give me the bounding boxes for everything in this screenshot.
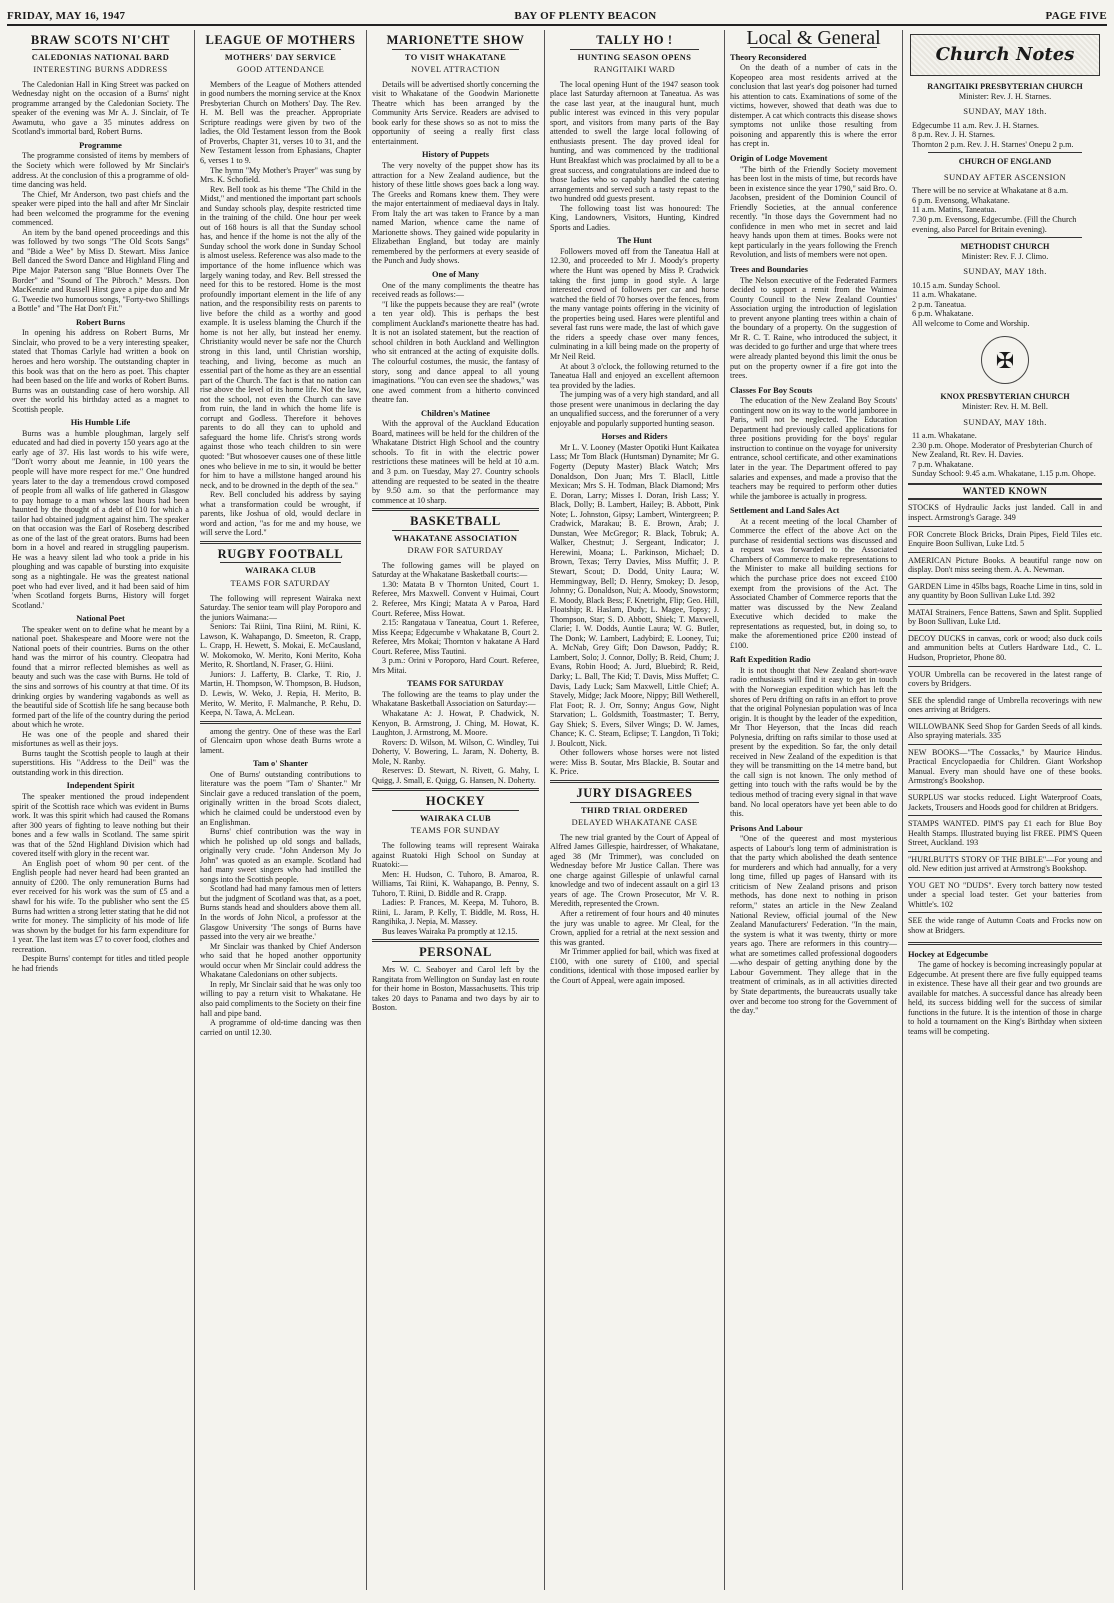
section-head: Horses and Riders: [601, 432, 668, 442]
paragraph: The speaker mentioned the proud independent spirit of the Scottish race which was evident in Burns work. It was this spirit which had caused the Romans after 300 years of fighting to leave nothing but their bones and a few walls in Scotland. The same spirit was that of the 52nd Highland Division which had covered itself with glory in the recent war.: [12, 792, 189, 859]
paragraph: Despite Burns' contempt for titles and titled people he had friends: [12, 954, 189, 973]
classified-ad: SURPLUS war stocks reduced. Light Waterproof Coats, Jackets, Trousers and Hoods good for children at Bridgers.: [908, 789, 1102, 815]
wanted-known-header: WANTED KNOWN: [908, 483, 1102, 500]
paragraph: One of the many compliments the theatre has received reads as follows:—: [372, 280, 539, 300]
church-crest-icon: ✠: [981, 336, 1029, 384]
section-head: Tam o' Shanter: [252, 759, 309, 769]
service-line: Sunday School: 9.45 a.m. Whakatane, 1.15 p.m. Ohope.: [912, 469, 1096, 479]
section-head: Trees and Boundaries: [730, 265, 808, 275]
paragraph: "One of the queerest and most mysterious aspects of Labour's long term of administration is that the party which abolished the death sentence for murderers and which had annually, for a very long time, filled up pages of Hansard with its criticism of New Zealand prisons and prison methods, has done next to nothing in prison reform," states an article in the New Zealand National Review, official journal of the New Zealand Manufacturers' Federation. "In the main, the system is what it was twenty, thirty or more years ago. There are reformers in this country—what are sometimes called professional dogooders—who despair of getting anything done by the Labour Government. They allege that in the treatment of criminals, as in all activities directed by State departments, the bureaucrats usually take over and become too strong for the Government of the day.": [730, 834, 897, 1016]
paragraph: A programme of old-time dancing was then carried on until 12.30.: [200, 1018, 361, 1037]
church-listing: [908, 392, 1102, 478]
classified-ad: YOUR Umbrella can be recovered in the latest range of covers by Bridgers.: [908, 666, 1102, 692]
paragraph: 2.15: Rangataua v Taneatua, Court 1. Referee, Miss Keepa; Edgecumbe v Whakatane B, Court 2. Referee, Mrs Mokai; Thornton v hakatane A Hard Court. Referee, Miss Tautini.: [372, 618, 539, 656]
column-5: [725, 30, 903, 1590]
paragraph: An item by the band opened proceedings and this was followed by two songs "The Old Scots Sangs" and "Bide a Wee" by Miss D. Stewart. Miss Janice Bell danced the Sword Dance and Highland Fling and Pipe Major Paterson sang "Blue Bonnets Over The Border" and "Sound of The Pibroch." Messrs. Don MacKenzie and Russell Hirst gave a pipe duo and Mr G. Tweedie two humorous songs, "Forty-two Shillings a Bottle" and "The Hat Don't Fit.": [12, 227, 189, 314]
service-line: 7 p.m. Whakatane.: [912, 459, 974, 469]
paragraph: The following will represent Wairaka next Saturday. The senior team will play Poroporo and the juniors Waimana:—: [200, 593, 361, 622]
paragraph: He was one of the people and shared their misfortunes as well as their joys.: [12, 729, 189, 749]
paragraph: Burns' chief contribution was the way in which he polished up old songs and ballads, originally very crude. "John Anderson My Jo John" was quoted as an example. Scotland had had many sweet singers who had instilled the songs into the Scottish people.: [200, 827, 361, 884]
paragraph: Mr Trimmer applied for bail, which was fixed at £100, with one surety of £100, and special conditions, identical with those imposed earlier by the Court of Appeal, were again imposed.: [550, 947, 719, 985]
headline-jury: JURY DISAGREES: [576, 786, 693, 801]
paragraph: The speaker went on to define what he meant by a national poet. Shakespeare and Moore were not the National poets of their countries. Burns on the other hand was the mirror of his country. Cleopatra had found that a mirror reflected blemishes as well as beauty and such was the case with Burns. He told of the sins and sorrows of his country at that time. Of its drinking orgies by wandering vagabonds as well as the beautiful side of Scottish life he sang because both formed part of the life of the country during the period about which he wrote.: [12, 624, 189, 730]
church-name: KNOX PRESBYTERIAN CHURCH: [940, 392, 1070, 402]
headline-rugby: RUGBY FOOTBALL: [217, 546, 344, 561]
page-number: PAGE FIVE: [1045, 10, 1107, 22]
paragraph: The game of hockey is becoming increasingly popular at Edgecumbe. At present there are five fully equipped teams in existence. These have all their gear and two grounds are available for matches. A successful dance has already been held, its success bidding well for the success of similar functions in the future. It is the intention of those in charge to hold a tournament on the King's Birthday when sixteen teams will be competing.: [908, 960, 1102, 1036]
service-line: Edgecumbe 11 a.m. Rev. J. H. Starnes.: [912, 120, 1039, 130]
section-head: Children's Matinee: [421, 408, 490, 418]
classified-ad: AMERICAN Picture Books. A beautiful range now on display. Don't miss seeing them. A. A. Newman.: [908, 552, 1102, 578]
paragraph: One of Burns' outstanding contributions to literature was the poem "Tam o' Shanter." Mr Sinclair gave a reduced translation of the poem, originally written in the broad Scots dialect, which he claimed could be understood even by an Englishman.: [200, 769, 361, 827]
service-line: 8 p.m. Rev. J. H. Starnes.: [912, 130, 995, 140]
section-head: Independent Spirit: [66, 781, 135, 791]
service-line: 2 p.m. Taneatua.: [912, 299, 967, 309]
subhead: TEAMS FOR SATURDAY: [230, 578, 331, 588]
church-date: SUNDAY AFTER ASCENSION: [943, 171, 1067, 182]
masthead: [7, 6, 1107, 26]
paragraph: Rev. Bell concluded his address by saying what a transformation could be wrought, if parents, like Joshua of old, would declare in word and action, "as for me and my house, we will serve the Lord.": [200, 490, 361, 538]
paragraph: Reserves: D. Stewart, N. Rivett, G. Mahy, I. Quigg, J. Small, E. Quigg, G. Hansen, N. Doherty.: [372, 766, 539, 785]
paragraph: The following are the teams to play under the Whakatane Basketball Association on Saturday:—: [372, 689, 539, 709]
paragraph: Other followers whose horses were not listed were: Miss B. Soutar, Mrs Blackie, B. Soutar and K. Price.: [550, 748, 719, 777]
section-head: One of Many: [432, 270, 479, 280]
classified-ad: DECOY DUCKS in canvas, cork or wood; also duck coils and ammunition belts at Cutlers Hardware Ltd., C. L. Hudson, Proprietor, Phone 80.: [908, 630, 1102, 666]
service-line: 7.30 p.m. Evensong, Edgecumbe. (Fill the Church evening, also Parcel for Britain evening).: [912, 215, 1077, 234]
paragraph: Seniors: Tai Riini, Tina Riini, M. Riini, K. Lawson, K. Wahapango, D. Smeeton, R. Crapp, L. Crapp, H. Hewett, S. Mokai, E. McCausland, W. Mokomoko, W. Merito, Koni Merito, Koha Merito, R. Shortland, N. Fraser, G. Hiini.: [200, 622, 361, 670]
service-line: Thornton 2 p.m. Rev. J. H. Starnes' Onepu 2 p.m.: [912, 139, 1074, 149]
classified-ad: FOR Concrete Block Bricks, Drain Pipes, Field Tiles etc. Enquire Boon Sullivan, Luke Ltd. 5: [908, 526, 1102, 552]
paragraph: Members of the League of Mothers attended in good numbers the morning service at the Knox Presbyterian Church on Mothers' Day. The Rev. H. M. Bell was the preacher. Appropriate Scripture readings were given by two of the ladies, the Old Testament lesson from the Book of Proverbs, Chapter 31, verses 10 to 31, and the New Testament lesson from Ephasians, Chapter 6, verses 1 to 9.: [200, 79, 361, 166]
classified-ad: "HURLBUTTS STORY OF THE BIBLE"—For young and old. New edition just arrived at Armstrong's Bookshop.: [908, 851, 1102, 877]
church-minister: Minister: Rev. F. J. Climo.: [961, 251, 1049, 261]
subhead: DELAYED WHAKATANE CASE: [571, 818, 698, 828]
headline-tally-ho: TALLY HO !: [596, 33, 673, 47]
church-minister: Minister: Rev. J. H. Starnes.: [958, 91, 1052, 101]
subhead: HUNTING SEASON OPENS: [577, 52, 692, 62]
paragraph: among the gentry. One of these was the Earl of Glencairn upon whose death Burns wrote a lament.: [200, 726, 361, 755]
paragraph: The jumping was of a very high standard, and all those present were unanimous in declaring the day an unqualified success, and the forerunner of a very enjoyable and popularly supported hunting season.: [550, 390, 719, 428]
paragraph: The very novelty of the puppet show has its attraction for a New Zealand audience, but the history of these little shows goes back a long way. The Greeks and Romans knew them. They were the major entertainment of mediaeval days in Italy. From Italy the art was taken to France by a man named Marion, whence came the name of Marionette shows. They gained wide popularity in Elizabethan England, but today are mainly remembered by the performers at every seaside of the Punch and Judy shows.: [372, 161, 539, 266]
headline-basketball: BASKETBALL: [410, 514, 501, 529]
paragraph: After a retirement of four hours and 40 minutes the jury was unable to agree. Mr Cleal, for the Crown, applied for a retrial at the next session and this was granted.: [550, 909, 719, 947]
classified-ad: STOCKS of Hydraulic Jacks just landed. Call in and inspect. Armstrong's Garage. 349: [908, 499, 1102, 525]
service-line: 10.15 a.m. Sunday School.: [912, 280, 1001, 290]
paragraph: The education of the New Zealand Boy Scouts' contingent now on its way to the world jamboree in Paris, will not be neglected. The Education Department had previously called applications for three positions providing for the boys' regular instruction to continue on the voyage for university entrance, school certificate, and other examinations later in the year. The Department offered to pay salaries and expenses, and made a proviso that the teachers may be required to perform other duties while the jamboree is actually in progress.: [730, 396, 898, 501]
paragraph: The following toast list was honoured: The King, Landowners, Visitors, Hunting, Kindred Sports and Ladies.: [550, 203, 719, 232]
subhead: MOTHERS' DAY SERVICE: [224, 52, 337, 62]
church-name: METHODIST CHURCH: [960, 242, 1050, 252]
classified-ad: STAMPS WANTED. PIM'S pay £1 each for Blue Boy Health Stamps. Illustrated buying list FREE. PIM'S Queen Street, Auckland. 193: [908, 815, 1102, 851]
paragraph: Mrs W. C. Seaboyer and Carol left by the Rangitata from Wellington on Sunday last en route for their home in Boston, Massachusetts. This trip takes 20 days to Panama and two days by air to Boston.: [372, 965, 539, 1013]
church-date: SUNDAY, MAY 18th.: [963, 266, 1047, 277]
paragraph: It is not thought that New Zealand short-wave radio enthusiasts will find it easy to get in touch with the Norwegian expedition which has left the shores of Peru drifting on rafts in an effort to prove that the original Polynesian population was of Inca origin. It is thought by the leader of the expedition, Mr Thor Heyerson, that the Incas did reach Polynesia, drifting on rafts similar to those used at present by the expedition. So far, the only detail received in New Zealand of the expedition is that they will be transmitting on the 14 metre band, but the call sign is not known. The only method of getting into touch with the rafts would be by the tedious method of tracing every signal in that wave band. No local operators have yet been able to do this.: [730, 665, 897, 819]
church-name: RANGITAIKI PRESBYTERIAN CHURCH: [927, 82, 1083, 91]
church-name: CHURCH OF ENGLAND: [958, 157, 1052, 167]
paragraph: The Caledonian Hall in King Street was packed on Wednesday night on the occasion of a Burns' night programme arranged by the Caledonian Society. The speaker of the evening was Mr A. J. Sinclair, of Te Awamutu, who gave a 35 minutes address on Scotland's immortal bard, Robert Burns.: [12, 79, 189, 137]
paragraph: "The birth of the Friendly Society movement has been lost in the mists of time, but records have been in existence since the year 1790," said Bro. O. Jacobsen, president of the Dominion Council of Friendly Societies, at the annual conference recently. "In those days the Government had no confidence in men who met in secret and laid heavy hands upon them at times. Books were not kept particularly in the years following the French Revolution, and lists of members were not open.: [730, 164, 897, 260]
paragraph: Mr Sinclair was thanked by Chief Anderson who said that he hoped another opportunity would occur when Mr Sinclair could address the Whakatane Caledonians on other subjects.: [200, 941, 361, 980]
subhead: GOOD ATTENDANCE: [236, 65, 325, 75]
service-line: 6 p.m. Whakatane.: [912, 309, 974, 319]
section-head: Theory Reconsidered: [730, 52, 807, 62]
subhead: THIRD TRIAL ORDERED: [580, 805, 689, 815]
service-line: 2.30 p.m. Ohope. Moderator of Presbyterian Church of New Zealand, Rt. Rev. H. Davies.: [912, 440, 1093, 460]
paragraph: Juniors: J. Lafferty, B. Clarke, T. Rio, J. Martin, H. Thompson, W. Thompson, B. Hudson, D. Lewis, W. Weko, J. Repia, H. Merito, B. Merito, W. Merito, F. Malmanche, P. Rehu, D. Keepa, N. Tawa, A. McLean.: [200, 669, 361, 718]
church-listing: [908, 157, 1102, 234]
paragraph: Ladies: P. Frances, M. Keepa, M. Tuhoro, B. Riini, L. Jaram, P. Kelly, T. Biddle, M. Ross, H. Rangihika, J. Nepia, M. Massey.: [372, 898, 539, 927]
subhead: DRAW FOR SATURDAY: [407, 546, 504, 556]
section-head: His Humble Life: [70, 418, 131, 428]
subhead: CALEDONIAS NATIONAL BARD: [31, 52, 170, 62]
church-listing: [908, 242, 1102, 328]
service-line: 11 a.m. Whakatane.: [912, 290, 977, 300]
paragraph: Details will be advertised shortly concerning the visit to Whakatane of the Goodwin Marionette Theatre which has been arranged by the Community Arts Service. Readers are advised to book early for these shows so as not to miss the opportunity of seeing a really first class entertainment.: [372, 79, 539, 146]
section-head: The Hunt: [617, 236, 652, 246]
subhead: WHAKATANE ASSOCIATION: [393, 533, 518, 543]
subhead: INTERESTING BURNS ADDRESS: [33, 65, 168, 75]
headline-hockey: HOCKEY: [425, 794, 486, 809]
subhead: TEAMS FOR SUNDAY: [410, 826, 501, 836]
newspaper-page: [7, 6, 1107, 1591]
headline-league-of-mothers: LEAGUE OF MOTHERS: [205, 33, 356, 47]
section-head: National Poet: [76, 614, 125, 624]
church-date: SUNDAY, MAY 18th.: [963, 416, 1047, 427]
service-line: 6 p.m. Evensong, Whakatane.: [912, 195, 1010, 205]
headline-burns: BRAW SCOTS NI'CHT: [30, 33, 171, 47]
headline-personal: PERSONAL: [419, 945, 492, 960]
classified-ad: NEW BOOKS—"The Cossacks," by Maurice Hindus. Practical Encyclopaedia for Children. Giant Workshop Manual. Every man should have one of these books. Armstrong's Bookshop.: [908, 744, 1102, 789]
paragraph: Followers moved off from the Taneatua Hall at 12.30, and proceeded to Mr J. Moody's property where the Hunt was opened by Miss P. Cradwick taking the first jump in good style. A large interested crowd of followers per car and horse watched the field of 70 horses over the fences, from the many vantage points offering in the vicinity of the properties being used. Hares were plentiful and several fast runs were made, the last of which gave the riders a speedy chase over many fences, culminating in a kill being made on the property of Mr Neil Reid.: [550, 246, 719, 361]
section-head: Settlement and Land Sales Act: [730, 506, 840, 516]
paragraph: Whakatane A: J. Howat, P. Chadwick, N. Kenyon, B. Armstrong, J. Ching, M. Howat, K. Laughton, J. Armstrong, M. Moore.: [372, 709, 539, 738]
section-head: TEAMS FOR SATURDAY: [407, 679, 504, 689]
column-1: [7, 30, 195, 1590]
subhead: TO VISIT WHAKATANE: [404, 52, 507, 62]
section-head: Robert Burns: [75, 317, 126, 327]
paragraph: Mr L. V. Looney (Master Opotiki Hunt Kaikatea Lass; Mr Tom Black (Huntsman) Dynamite; Mr G. Fogerty (Deputy Master) Black Watch; Mrs Donaldson, Don Juan; Mrs T. Blacll, Little Mexican; Mrs S. H. Todman, Black Diamond; Mrs E. Doran, Larry; Misses I. Doran, Irish Lass; Y. Black, Dolly; B. Lambert, Hailey; B. Abbott, Pink Note; L. Johnston, Gipsy; Lambert, Wintergreen; P. Cradwick, Marakau; B. E. Brown, Arab; J. Dunstan, Wee McGregor; R. Black, Tobruk; A. Walker, Chestnut; J. Sergeant, Indicator; J. Herewini, Moana; L. Parkinson, Michael; D. Brown, Texas; Terry Davies, Miss Muffit; J. P. Stewart, Scout; D. Dodd, Unity Laura; W. Hemmingway, Bell; D. Henry, Smokey; D. Jesop, Johnny; G. Donaldson, Nui; A. Moody, Snowstorm; E. Moody, Black Bess; F. Knetright, Flip; Geo. Hill, Floatship; R. Haslam, Dudy; L. Magee, Topsy; J. Thompson, Star; S. D. Abbott, Shiek; T. Maxwell, Clarie; I. W. Dodds, Auntie Laura; W. G. Butler, The Donk; W. Lambert, Ladybird; E. Looney, Tui; A. McNab, Grey Gift; Don Dawson, Paddy; R. Lambert, Solo; J. Connor, Dolly; B. Reid, Chum; J. Evans, Robin Hood; A. Jurd, Bluebird; R. Reid, Darky; L. Ball, The Kid; T. Davis, Miss Muffet; C. Davis, Lady Luck; Sam Maxwell, Little Chief; A. Stavely, Midge; Jack Moore, Nippy; Bill Wetherell, Flat Foot; R. J. Orr, Sonny; Angus Gow, Night Starvation; L. Goldsmith, Toastmaster; T. Berry, Gay Shiek; S. Evers, Silver Wings; D. W. James, Chance; K. C. Steam, Eclipse; T. Langdon, Ti Toki; J. Boulcott, Nick.: [550, 442, 719, 748]
paragraph: Rev. Bell took as his theme "The Child in the Midst," and mentioned the important part schools and Sunday schools play, despite restricted time in the training of the child. One hour per week out of 168 hours is all that the Sunday school has, and hence if the home is not the ally of the Sunday school the work done in Sunday School is almost useless. Reference was also made to the importance of the home influence which was largely waning today, and Rev. Bell stressed the need for this to be restored. Home is the most profoundly important element in the life of any nation, and the responsibility rests on parents to live before the child as a worthy and good example. It is useless blaming the Church if the home is not her ally, but instead her enemy. Christianity would never be safe nor the Church strong in this land, until Christian worship, teaching, and living, become as much an essential part of the home as they are an essential part of the Church. The fact is that no nation can rise above the level of its home life. Not the law, not the school, not even the Church can save from ruin, the land in which the home life is corrupt and Godless. Therefore it behoves parents to do all they can to uphold and safeguard the home life. Christ's strong words against those who teach children to sin were quoted: "But whosoever causes one of these little ones who believe in me to sin, it would be better for him to have a millstone hanged around his neck, and to be drowned in the depth of the sea.": [200, 184, 361, 490]
paragraph: Men: H. Hudson, C. Tuhoro, B. Amaroa, R. Williams, Tai Riini, K. Wahapango, B. Penny, S. Tuhoro, T. Riini, D. Biddle and R. Crapp.: [372, 869, 539, 898]
paragraph: 3 p.m.: Orini v Poroporo, Hard Court. Referee, Mrs Mitai.: [372, 656, 539, 675]
classified-ad: SEE the wide range of Autumn Coats and Frocks now on show at Bridgers.: [908, 912, 1102, 938]
classified-ad: MATAI Strainers, Fence Battens, Sawn and Split. Supplied by Boon Sullivan, Luke Ltd.: [908, 604, 1102, 630]
section-head: Hockey at Edgecumbe: [908, 949, 989, 959]
paragraph: The local opening Hunt of the 1947 season took place last Saturday afternoon at Taneatua. As was the case last year, at the inaugural hunt, much public interest was evinced in this very popular sport, and visitors from many parts of the Bay attended to swell the large local following of enthusiasts present. The day proved ideal for hunting, and was commenced by the traditional Hunt Breakfast which was proclaimed by all to be a great success, and congratulations are indeed due to those ladies who so capably handled the catering arrangements and served such a tasty repast to the two hundred odd guests present.: [550, 79, 719, 204]
paragraph: Bus leaves Wairaka Pa promptly at 12.15.: [382, 926, 518, 936]
church-listing: [908, 82, 1102, 149]
paper-title: BAY OF PLENTY BEACON: [514, 10, 657, 22]
paragraph: Scotland had had many famous men of letters but the judgment of Scotland was that, as a poet, Burns stands head and shoulders above them all. In the words of John Nicol, a professor at the Glasgow University 'The songs of Burns have passed into the very air we breathe.': [200, 884, 361, 942]
section-head: Raft Expedition Radio: [730, 655, 811, 665]
section-head: History of Puppets: [422, 150, 489, 160]
section-head: Programme: [79, 140, 122, 150]
service-line: All welcome to Come and Worship.: [912, 318, 1030, 328]
subhead: WAIRAKA CLUB: [419, 813, 492, 823]
headline-local-general: Local & General: [746, 30, 881, 49]
paragraph: Burns taught the Scottish people to laugh at their superstitions. His "Address to the Deil" was the outstanding work in this direction.: [12, 748, 189, 777]
column-2: [195, 30, 367, 1590]
paragraph: At a recent meeting of the local Chamber of Commerce the effect of the above Act on the purchase of residential sections was discussed and a request was forwarded to the Associated Chambers of Commerce to make representations to the Minister to make all building sections for which the purchase price does not exceed £100 exempt from the provisions of the Act. The Associated Chamber of Commerce reports that the matter was discussed by the New Zealand Executive which decided to make the representations as requested, but, in doing so, to make the aforementioned price £200 instead of £100.: [730, 516, 897, 650]
paragraph: Rovers: D. Wilson, M. Wilson, C. Windley, Tui Doherty, V. Bowering, L. Jaram, N. Doherty, B. Mole, N. Ranby.: [372, 737, 539, 766]
paragraph: The hymn "My Mother's Prayer" was sung by Mrs. K. Schofield.: [200, 165, 361, 185]
service-line: 11 a.m. Whakatane.: [912, 431, 977, 441]
paragraph: In opening his address on Robert Burns, Mr Sinclair, who proved to be a very interesting speaker, stated that Thomas Carlyle had written a book on heroes and hero worship. The outstanding chapter in this book was that on the hero as poet. This chapter had been based on the life and works of Robert Burns. Burns was an outstanding case of hero worship. All over the world his birthday acted as a magnet to Scottish people.: [12, 328, 189, 414]
paragraph: The following teams will represent Wairaka against Ruatoki High School on Sunday at Ruatoki:—: [372, 841, 539, 870]
column-6: [903, 30, 1107, 1590]
subhead: RANGITAIKI WARD: [593, 65, 676, 75]
church-notes-logo: Church Notes: [910, 34, 1100, 76]
section-head: Classes For Boy Scouts: [730, 385, 813, 395]
paragraph: The programme consisted of items by members of the Society which were followed by Mr Sinclair's address. At the conclusion of this a programme of old-time dancing was held.: [12, 151, 189, 190]
classified-ad: YOU GET NO "DUDS". Every torch battery now tested under a special load tester. Get your batteries from Whittle's. 102: [908, 877, 1102, 913]
column-4: [545, 30, 725, 1590]
paragraph: 1.30: Matata B v Thornton United, Court 1. Referee, Mrs Maxwell. Convent v Huimai, Court 2. Referee, Mrs Kingi; Matata A v Paroa, Hard Court. Referee, Miss Howat.: [372, 579, 539, 618]
paragraph: On the death of a number of cats in the Kopeopeo area most residents arrived at the conclusion that last year's dog poisoner had turned his attention to cats. Examinations of some of the victims, however, showed that death was due to distemper. A cat which contracts this disease shows symptoms not unlike those resulting from poisoning and apparently this is where the error has crept in.: [730, 63, 897, 149]
service-line: 11 a.m. Matins, Taneatua.: [912, 205, 997, 215]
issue-date: FRIDAY, MAY 16, 1947: [7, 10, 126, 22]
church-minister: Minister: Rev. H. M. Bell.: [962, 402, 1048, 412]
section-head: Origin of Lodge Movement: [730, 154, 828, 164]
paragraph: The new trial granted by the Court of Appeal of Alfred James Gillespie, hairdresser, of Whakatane, aged 38 (Mr Trimmer), was concluded on Wednesday before Mr Justice Callan. There was one charge against Gillespie of unlawful carnal knowledge and two of indecent assault on a girl 13 years of age. The Crown Prosecutor, Mr V. R. Meredith, represented the Crown.: [550, 832, 719, 909]
subhead: NOVEL ATTRACTION: [411, 65, 500, 75]
subhead: WAIRAKA CLUB: [244, 566, 317, 576]
paragraph: At about 3 o'clock, the following returned to the Taneatua Hall and enjoyed an excellent afternoon tea provided by the ladies.: [550, 361, 719, 390]
column-3: [367, 30, 545, 1590]
paragraph: In reply, Mr Sinclair said that he was only too willing to pay a return visit to Whakatane. He also paid compliments to the Society on their fine hall and pipe band.: [200, 979, 361, 1018]
classified-ad: WILLOWBANK Seed Shop for Garden Seeds of all kinds. Also spraying materials. 335: [908, 718, 1102, 744]
paragraph: The Nelson executive of the Federated Farmers decided to support a remit from the Waimea County Council to the New Zealand Counties' Association urging the introduction of legislation to prevent anyone planting trees within a chain of the boundary of a property. On the suggestion of Mr R. C. T. Raine, who introduced the subject, it was decided to go further and urge that where trees were already planted beyond this limit the onus be put on the property owner if a fire got into the trees.: [730, 275, 897, 381]
classified-ad: SEE the splendid range of Umbrella recoverings with new ones arriving at Bridgers.: [908, 692, 1102, 718]
paragraph: Burns was a humble ploughman, largely self educated and had died in poverty 150 years ago at the early age of 37. His last words to his wife were, "Don't worry about me Jeannie, in 100 years the people will have more respect for me." One hundred years later to the day a tremendous crowd composed of people from all walks of life gathered in Glasgow to pay homage to a man whose last hours had been haunted by the thought of a debt of £10 for which a tailor had obtained judgment against him. The speaker on that occasion was the Earl of Roseberg described as one of the last of the great orators. Burns had been born in a hovel and reared in struggling pauperism. He was a heavy silent lad who took a pride in his ploughing and was capable of bursting into exquisite song as a nightingale. He was the greatest national poet who had ever lived, and it had been said of him 'when Scotland forgets Burns, History will forget Scotland.': [12, 428, 189, 610]
headline-marionette: MARIONETTE SHOW: [386, 33, 525, 47]
paragraph: An English poet of whom 90 per cent. of the English people had never heard had been granted an annuity of £200. The only remuneration Burns had ever received for his work was the sum of £5 and a shawl for his wife. To the publisher who sent the £5 Burns had written a strong letter stating that he did not write for money. The simplicity of his mode of life was shown by the budget for his farm expenditure for 1 year. The last item was £7 to cover food, clothes and recreation.: [12, 858, 189, 954]
paragraph: The following games will be played on Saturday at the Whakatane Basketball courts:—: [372, 560, 539, 580]
paragraph: The Chief, Mr Anderson, two past chiefs and the speaker were piped into the hall and after Mr Sinclair had been welcomed the programme for the evening commenced.: [12, 189, 189, 228]
classified-ad: GARDEN Lime in 45lbs bags, Roache Lime in tins, sold in any quantity by Boon Sullivan Luke Ltd. 392: [908, 578, 1102, 604]
paragraph: With the approval of the Auckland Education Board, matinees will be held for the children of the Whakatane District High School and the country schools. To fit in with the electric power restrictions these matinees will be held at 10 a.m. and 3 p.m. on Tuesday, May 27. Country schools attending are requested to be seated in the theatre by 9.50 a.m. so that the performance may commence at 10 sharp.: [372, 419, 539, 505]
service-line: There will be no service at Whakatane at 8 a.m.: [912, 186, 1069, 196]
section-head: Prisons And Labour: [730, 823, 803, 833]
church-date: SUNDAY, MAY 18th.: [963, 106, 1047, 117]
paragraph: "I like the puppets because they are real" (wrote a ten year old). This is perhaps the best compliment Auckland's marionette theatre has had. It is not an isolated statement, but the reaction of school children in both Auckland and Wellington who sit entranced at the acting of exquisite dolls. The colourful costumes, the music, the fantasy of story, song and dance appeal to all young imaginations. "You can even see the shadows," was one awed comment from a hitherto convinced theatre fan.: [372, 299, 539, 405]
